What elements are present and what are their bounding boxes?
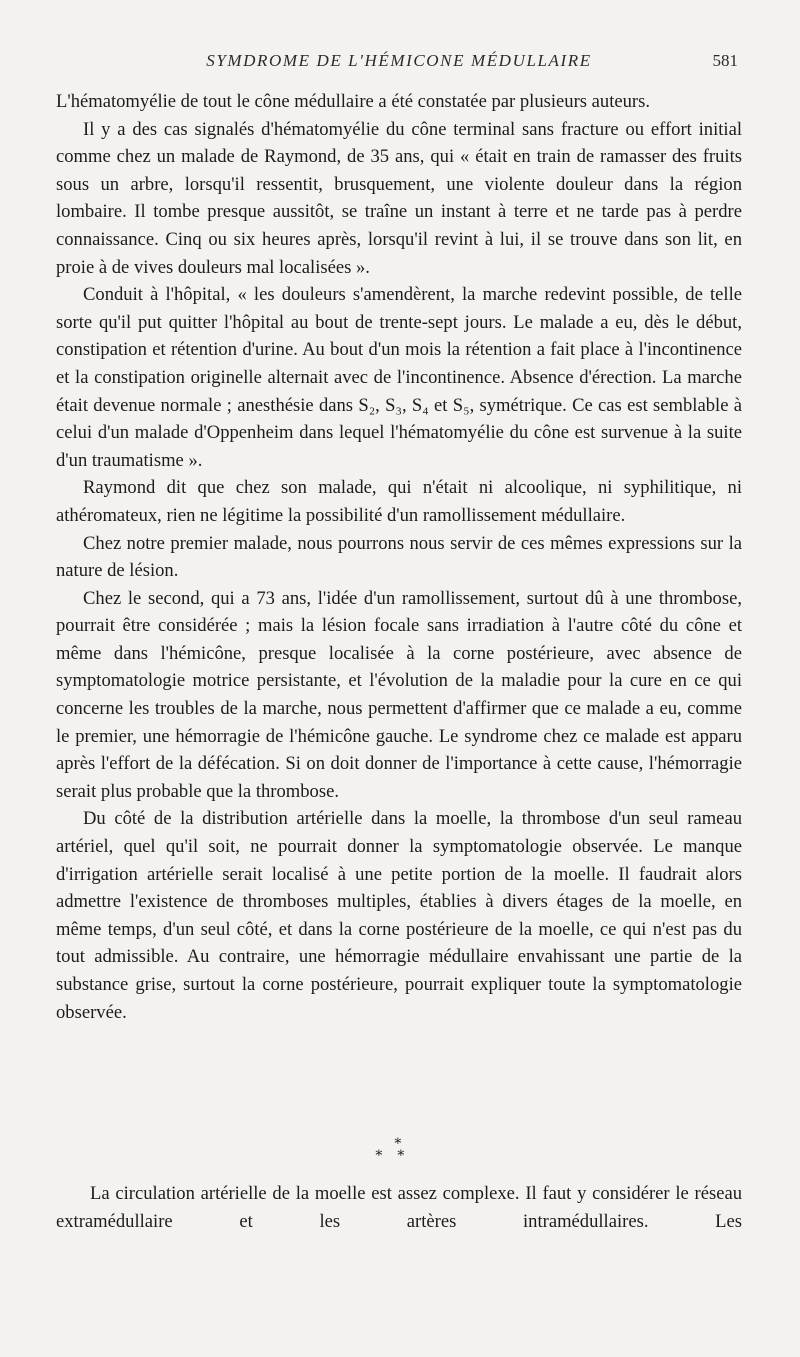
section-break bbox=[360, 1133, 420, 1163]
paragraph: L'hématomyélie de tout le cône médullaire a été constatée par plusieurs auteurs. bbox=[56, 91, 650, 112]
continuation-text bbox=[56, 1180, 742, 1235]
asterism-star: ∗ bbox=[393, 1134, 403, 1149]
page-number: 581 bbox=[712, 51, 738, 70]
asterism-star: ∗ bbox=[396, 1146, 406, 1161]
asterism-star: ∗ bbox=[374, 1146, 384, 1161]
paragraph: Conduit à l'hôpital, « les douleurs s'amendèrent, la marche redevint possible, de telle sorte qu'il put quitter l'hôpital au bout de trente-sept jours. Le malade a eu, dès le début, constipation et rétention d'urine. Au bout d'un mois la rétention a fait place à l'incontinence et la constipation originelle alternait avec de l'incontinence. Absence d'érection. La marche était devenue normale ; anesthésie dans S₂, S₃, S₄ et S₅, symétrique. Ce cas est semblable à celui d'un malade d'Oppenheim dans lequel l'hématomyélie du cône est survenue à la suite d'un traumatisme ». bbox=[56, 284, 742, 471]
page-header bbox=[60, 51, 738, 77]
paragraph: Du côté de la distribution artérielle dans la moelle, la thrombose d'un seul rameau artériel, quel qu'il soit, ne pourrait donner la symptomatologie observée. Le manque d'irrigation artérielle serait localisé à une petite portion de la moelle. Il faudrait alors admettre l'existence de thromboses multiples, établies à divers étages de la moelle, en même temps, d'un seul côté, et dans la corne postérieure de la moelle, ce qui n'est pas du tout admissible. Au contraire, une hémorragie médullaire envahissant une partie de la substance grise, surtout la corne postérieure, pourrait expliquer toute la symptomatologie observée. bbox=[56, 808, 742, 1023]
paragraph: La circulation artérielle de la moelle est assez complexe. Il faut y considérer le réseau extramédullaire et les artères intramédullaires. Les bbox=[56, 1183, 742, 1232]
body-text bbox=[56, 88, 742, 1026]
paragraph: Raymond dit que chez son malade, qui n'était ni alcoolique, ni syphilitique, ni athéromateux, rien ne légitime la possibilité d'un ramollissement médullaire. bbox=[56, 477, 742, 526]
paragraph: Chez le second, qui a 73 ans, l'idée d'un ramollissement, surtout dû à une thrombose, pourrait être considérée ; mais la lésion focale sans irradiation à l'autre côté du cône et même dans l'hémicône, presque localisée à la corne postérieure, avec absence de symptomatologie motrice persistante, et l'évolution de la maladie pour la cure en ce qui concerne les troubles de la marche, nous permettent d'affirmer que ce malade a eu, comme le premier, une hémorragie de l'hémicône gauche. Le syndrome chez ce malade est apparu après l'effort de la défécation. Si on doit donner de l'importance à cette cause, l'hémorragie serait plus probable que la thrombose. bbox=[56, 587, 742, 802]
paragraph: Chez notre premier malade, nous pourrons nous servir de ces mêmes expressions sur la nature de lésion. bbox=[56, 532, 742, 582]
running-title: SYMDROME DE L'HÉMICONE MÉDULLAIRE bbox=[206, 51, 592, 70]
paragraph: Il y a des cas signalés d'hématomyélie du cône terminal sans fracture ou effort initial comme chez un malade de Raymond, de 35 ans, qui « était en train de ramasser des fruits sous un arbre, lorsqu'il ressentit, brusquement, une violente douleur dans la région lombaire. Il tombe presque aussitôt, se traîne un instant à terre et ne tarde pas à perdre connaissance. Cinq ou six heures après, lorsqu'il revint à lui, il se trouve dans son lit, en proie à de vives douleurs mal localisées ». bbox=[56, 118, 742, 278]
